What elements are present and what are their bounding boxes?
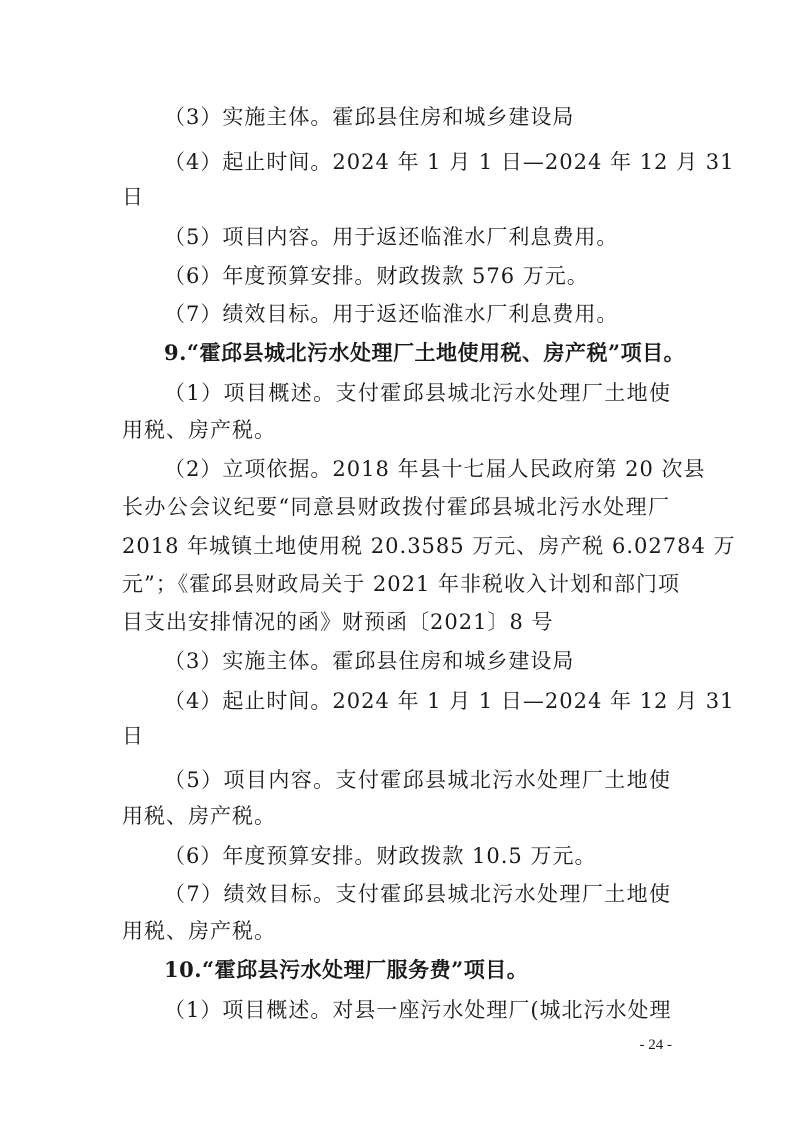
paragraph-line: （7）绩效目标。用于返还临淮水厂利息费用。 [164,302,619,326]
paragraph-line: （1）项目概述。对县一座污水处理厂(城北污水处理 [164,998,672,1022]
paragraph-line: （1）项目概述。支付霍邱县城北污水处理厂土地使 [164,381,671,405]
paragraph-line: 用税、房产税。 [122,919,276,943]
paragraph-line: （5）项目内容。支付霍邱县城北污水处理厂土地使 [164,768,671,792]
paragraph-line: 用税、房产税。 [122,418,276,442]
paragraph-line: （3）实施主体。霍邱县住房和城乡建设局 [164,105,575,129]
page-number: - 24 - [639,1037,672,1053]
paragraph-line: （4）起止时间。2024 年 1 月 1 日—2024 年 12 月 31 [164,150,735,174]
paragraph-line: （5）项目内容。用于返还临淮水厂利息费用。 [164,225,619,249]
paragraph-line: （6）年度预算安排。财政拨款 576 万元。 [164,264,589,288]
paragraph-line: 日 [122,185,144,209]
paragraph-line: 2018 年城镇土地使用税 20.3585 万元、房产税 6.02784 万 [122,534,736,558]
paragraph-line: 元”；《霍邱县财政局关于 2021 年非税收入计划和部门项 [122,572,681,596]
paragraph-line: 目支出安排情况的函》财预函〔2021〕8 号 [122,610,554,634]
paragraph-line: （7）绩效目标。支付霍邱县城北污水处理厂土地使 [164,882,671,906]
paragraph-line: 长办公会议纪要“同意县财政拨付霍邱县城北污水处理厂 [122,495,670,519]
paragraph-line: 用税、房产税。 [122,804,276,828]
section-heading: 10.“霍邱县污水处理厂服务费”项目。 [164,957,529,982]
paragraph-line: （2）立项依据。2018 年县十七届人民政府第 20 次县 [164,457,706,481]
paragraph-line: 日 [122,724,144,748]
paragraph-line: （6）年度预算安排。财政拨款 10.5 万元。 [164,844,597,868]
paragraph-line: （4）起止时间。2024 年 1 月 1 日—2024 年 12 月 31 [164,689,735,713]
section-heading: 9.“霍邱县城北污水处理厂土地使用税、房产税”项目。 [164,340,686,365]
paragraph-line: （3）实施主体。霍邱县住房和城乡建设局 [164,649,575,673]
